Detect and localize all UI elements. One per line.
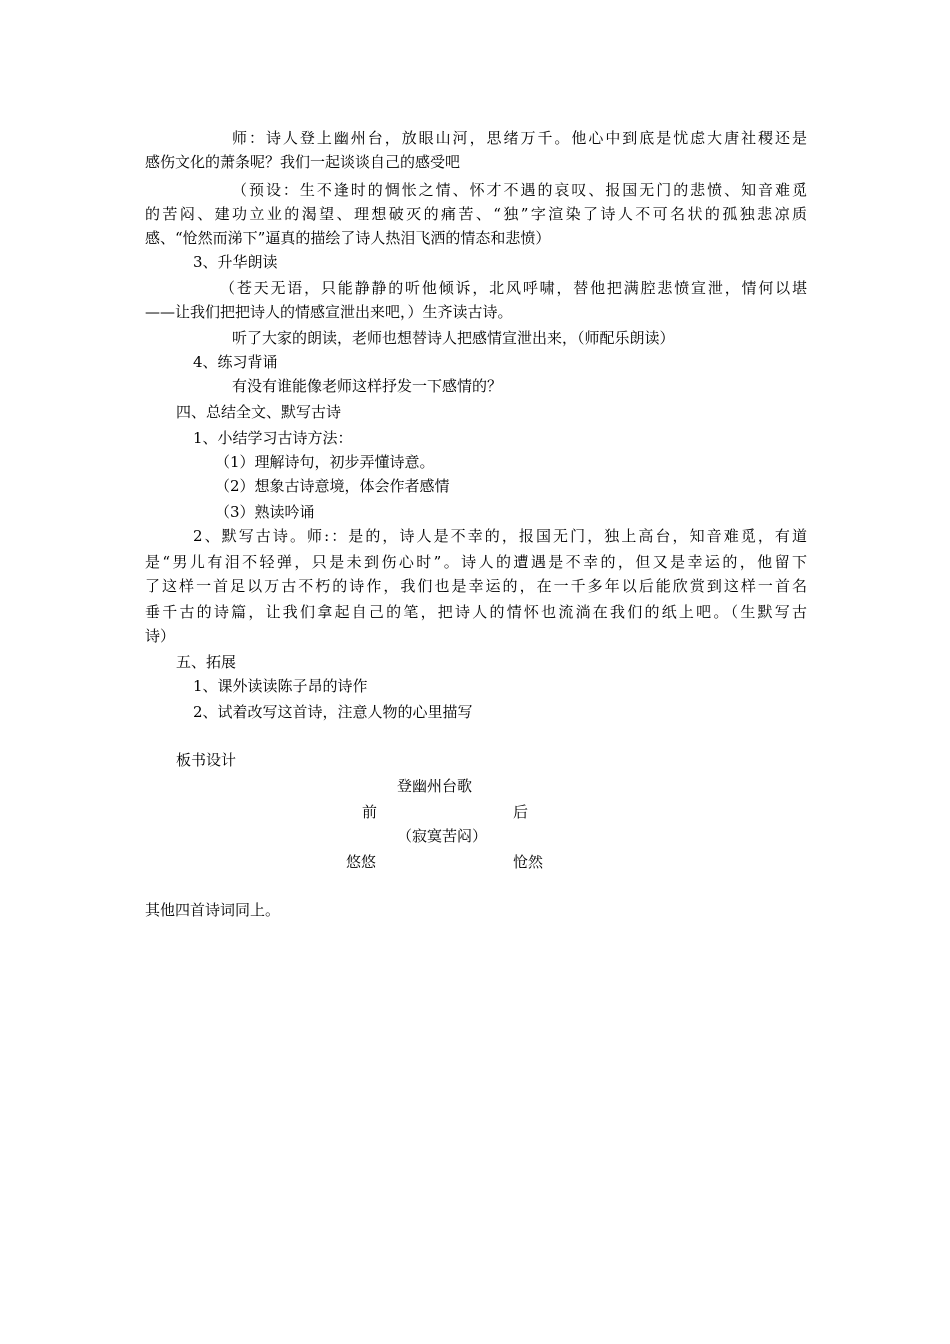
paragraph-line: 了这样一首足以万古不朽的诗作，我们也是幸运的，在一千多年以后能欣赏到这样一首名 [145, 577, 807, 595]
paragraph-line: 感伤文化的萧条呢？我们一起谈谈自己的感受吧 [145, 153, 461, 171]
paragraph-line: 2、默写古诗。师:：是的，诗人是不幸的，报国无门，独上高台，知音难觅，有道 [193, 527, 807, 545]
section-heading: 四、总结全文、默写古诗 [176, 403, 342, 421]
list-item: 2、试着改写这首诗，注意人物的心里描写 [193, 703, 473, 721]
board-back: 后 [513, 803, 529, 821]
board-center: （寂寞苦闷） [397, 827, 488, 845]
subsection-heading: 1、小结学习古诗方法： [193, 429, 353, 447]
board-chuangran: 怆然 [513, 853, 544, 871]
paragraph-line: ——让我们把把诗人的情感宣泄出来吧，）生齐读古诗。 [145, 303, 513, 321]
list-item: （2）想象古诗意境，体会作者感情 [215, 477, 450, 495]
list-item: （1）理解诗句，初步弄懂诗意。 [215, 453, 435, 471]
closing-note: 其他四首诗词同上。 [145, 901, 281, 919]
section-heading: 五、拓展 [176, 653, 237, 671]
section-heading: 3、升华朗读 [193, 253, 278, 271]
board-front: 前 [362, 803, 378, 821]
list-item: 1、课外读读陈子昂的诗作 [193, 677, 368, 695]
paragraph-line: 感、“怆然而涕下”逼真的描绘了诗人热泪飞洒的情态和悲愤） [145, 229, 551, 247]
board-design-label: 板书设计 [176, 751, 237, 769]
board-title: 登幽州台歌 [397, 777, 473, 795]
paragraph-line: 有没有谁能像老师这样抒发一下感情的？ [232, 377, 503, 395]
section-heading: 4、练习背诵 [193, 353, 278, 371]
paragraph-line: （苍天无语，只能静静的听他倾诉，北风呼啸，替他把满腔悲愤宣泄，情何以堪 [220, 279, 807, 297]
paragraph-line: 师：诗人登上幽州台，放眼山河，思绪万千。他心中到底是忧虑大唐社稷还是 [232, 129, 807, 147]
paragraph-line: 听了大家的朗读，老师也想替诗人把感情宣泄出来，（师配乐朗读） [232, 329, 675, 347]
paragraph-line: 是“男儿有泪不轻弹，只是未到伤心时”。诗人的遭遇是不幸的，但又是幸运的，他留下 [145, 553, 807, 571]
paragraph-line: 垂千古的诗篇，让我们拿起自己的笔，把诗人的情怀也流淌在我们的纸上吧。（生默写古 [145, 603, 807, 621]
paragraph-line: 诗） [145, 627, 176, 645]
paragraph-line: 的苦闷、建功立业的渴望、理想破灭的痛苦、“独”字渲染了诗人不可名状的孤独悲凉质 [145, 205, 807, 223]
list-item: （3）熟读吟诵 [215, 503, 315, 521]
board-youyou: 悠悠 [346, 853, 377, 871]
paragraph-line: （预设：生不逢时的惆怅之情、怀才不遇的哀叹、报国无门的悲愤、知音难觅 [232, 181, 807, 199]
